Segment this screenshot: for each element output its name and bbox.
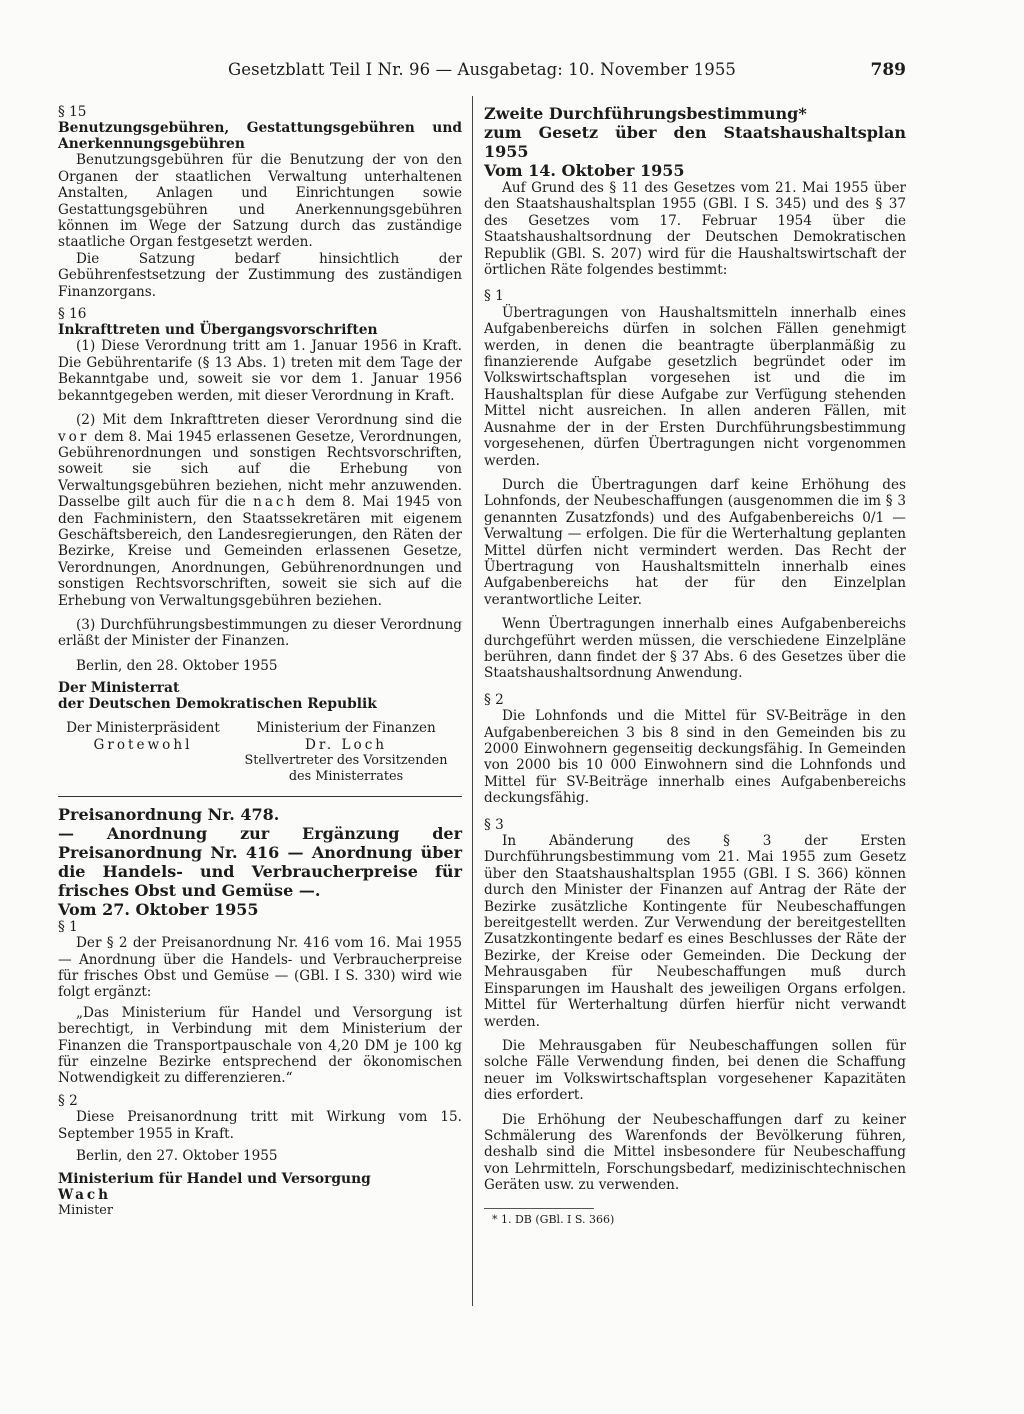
paragraph: Durch die Übertragungen darf keine Erhöhung des Lohnfonds, der Neubeschaffungen (ausgenommen die im § 3 genannten Zusatzfonds) und des Aufgabenbereichs 0/1 — Verwaltung — erfolgen. Die für die Werterhaltung geplanten Mittel dürfen nicht vermindert werden. Das Recht der Übertragung von Haushaltsmitteln innerhalb eines Aufgabenbereichs hat der für den Einzelplan verantwortliche Leiter. (484, 476, 906, 608)
signer-title: Der Ministerpräsident (66, 720, 220, 737)
column-divider (472, 96, 473, 1306)
document-date: Vom 14. Oktober 1955 (484, 161, 685, 180)
ministry: Ministerium für Handel und Versorgung (58, 1170, 371, 1187)
signer-role: des Ministerrates (288, 769, 404, 785)
paragraph: Diese Preisanordnung tritt mit Wirkung vom 15. September 1955 in Kraft. (58, 1109, 462, 1142)
section-sign: § 2 (484, 691, 504, 708)
section-sign: § 3 (484, 816, 504, 833)
paragraph: Die Erhöhung der Neubeschaffungen darf zu keiner Schmälerung des Warenfonds der Bevölkerung führen, deshalb sind die Mittel insbesondere für Neubeschaffung von Lehrmitteln, Forschungsbedarf, medizinischtechnischen Geräten usw. zu verwenden. (484, 1111, 906, 1194)
section-sign: § 1 (484, 288, 504, 305)
document-title: Zweite Durchführungsbestimmung* (484, 104, 807, 123)
paragraph: Benutzungsgebühren für die Benutzung der von den Organen der staatlichen Verwaltung unterhaltenen Anstalten, Anlagen und Einrichtungen sowie Gestattungsgebühren und Anerkennungsgebühren können im Wege der Satzung durch das zuständige staatliche Organ festgesetzt werden. (58, 152, 462, 251)
running-title: Gesetzblatt Teil I Nr. 96 — Ausgabetag: 10. November 1955 (228, 60, 737, 79)
section-sign: § 15 (58, 104, 87, 120)
paragraph: Die Mehrausgaben für Neubeschaffungen sollen für solche Fälle Verwendung finden, bei denen die Schaffung neuer im Volkswirtschaftsplan vorgesehener Kapazitäten dies erfordert. (484, 1037, 906, 1104)
signature-block (58, 720, 462, 786)
page-number: 789 (870, 60, 906, 80)
paragraph: In Abänderung des § 3 der Ersten Durchführungsbestimmung vom 21. Mai 1955 zum Gesetz über den Staatshaushaltsplan 1955 (GBl. I S. 366) können durch den Minister der Finanzen auf Antrag der Räte der Bezirke zusätzliche Kontingente für Neubeschaffungen bereitgestellt werden. Zur Verwendung der bereitgestellten Zusatzkontingente bedarf es eines Beschlusses der Räte der Bezirke, der Kreise oder Gemeinden. Die Deckung der Mehrausgaben für Neubeschaffungen muß durch Einsparungen im Haushalt des jeweiligen Organs erfolgen. Mittel für Werterhaltung dürfen hierfür nicht verwandt werden. (484, 833, 906, 1030)
emphasis-vor: vor (58, 428, 90, 445)
footnote: * 1. DB (GBl. I S. 366) (492, 1212, 615, 1226)
document-subtitle: zum Gesetz über den Staatshaushaltsplan 1955 (484, 123, 906, 161)
signer-title: Ministerium der Finanzen (256, 720, 436, 737)
paragraph: Wenn Übertragungen innerhalb eines Aufgabenbereichs durchgeführt werden müssen, die verschiedene Einzelpläne berühren, dann findet der § 37 Abs. 6 des Gesetzes über die Staatshaushaltsordnung Anwendung. (484, 616, 906, 682)
signature-left (58, 720, 228, 786)
signer-name: Dr. Loch (304, 736, 388, 753)
authority: Der Ministerrat (58, 680, 180, 697)
quote-paragraph: „Das Ministerium für Handel und Versorgung ist berechtigt, in Verbindung mit dem Ministerium der Finanzen die Transportpauschale von 4,20 DM je 100 kg für einzelne Bezirke entsprechend der ökonomischen Notwendigkeit zu differenzieren.“ (58, 1004, 462, 1087)
signer-name: Grotewohl (93, 736, 193, 753)
signer-name: Wach (58, 1186, 112, 1203)
document-date: Vom 27. Oktober 1955 (58, 899, 259, 919)
paragraph: (2) Mit dem Inkrafttreten dieser Verordnung sind die vor dem 8. Mai 1945 erlassenen Gesetze, Verordnungen, Gebührenordnungen und sonstigen Rechtsvorschriften, soweit sie sich auf die Erhebung von Verwaltungsgebühren beziehen, nicht mehr anzuwenden. Dasselbe gilt auch für die nach dem 8. Mai 1945 von den Fachministern, den Staatssekretären mit eigenem Geschäftsbereich, den Landesregierungen, den Räten der Bezirke, Kreise und Gemeinden erlassenen Gesetze, Verordnungen, Anordnungen, Gebührenordnungen und sonstigen Rechtsvorschriften, soweit sie sich auf die Erhebung von Verwaltungsgebühren beziehen. (58, 412, 462, 609)
signer-role: Minister (58, 1202, 113, 1218)
paragraph: (3) Durchführungsbestimmungen zu dieser Verordnung erläßt der Minister der Finanzen. (58, 616, 462, 650)
section-rule (58, 796, 462, 797)
paragraph: Die Lohnfonds und die Mittel für SV-Beiträge in den Aufgabenbereichen 3 bis 8 sind in den Gemeinden bis zu 2000 Einwohnern gegenseitig deckungsfähig. In Gemeinden von 2000 bis 10 000 Einwohnern sind die Lohnfonds und Mittel für SV-Beiträge innerhalb eines Aufgabenbereichs deckungsfähig. (484, 708, 906, 807)
page-header (0, 60, 1024, 90)
paragraph: (1) Diese Verordnung tritt am 1. Januar 1956 in Kraft. Die Gebührentarife (§ 13 Abs. 1) treten mit dem Tage der Bekanntgabe und, soweit sie vor dem 1. Januar 1956 bekanntgegeben werden, mit dieser Verordnung in Kraft. (58, 338, 462, 404)
signature-right (230, 720, 462, 786)
signer-role: Stellvertreter des Vorsitzenden (244, 753, 448, 768)
right-column (484, 104, 906, 1226)
document-title: Preisanordnung Nr. 478. (58, 804, 280, 824)
section-sign: § 16 (58, 306, 87, 323)
paragraph: Die Satzung bedarf hinsichtlich der Gebührenfestsetzung der Zustimmung des zuständigen Finanzorgans. (58, 250, 462, 300)
place-date: Berlin, den 27. Oktober 1955 (76, 1148, 278, 1165)
paragraph: Der § 2 der Preisanordnung Nr. 416 vom 16. Mai 1955 — Anordnung über die Handels- und Verbraucherpreise für frisches Obst und Gemüse — (GBl. I S. 330) wird wie folgt ergänzt: (58, 935, 462, 1001)
section-heading: Inkrafttreten und Übergangsvorschriften (58, 322, 378, 339)
document-subtitle: — Anordnung zur Ergänzung der Preisanordnung Nr. 416 — Anordnung über die Handels- und Verbraucherpreise für frisches Obst und Gemüse —. (58, 823, 462, 900)
paragraph: Übertragungen von Haushaltsmitteln innerhalb eines Aufgabenbereichs dürfen in solchen Fällen genehmigt werden, in denen die beantragte überplanmäßig zu finanzierende Aufgabe gesetzlich begründet oder im Volkswirtschaftsplan vorgesehen ist und die im Haushaltsplan für diese Aufgabe zur Verfügung stehenden Mittel nicht ausreichen. In allen anderen Fällen, mit Ausnahme der in der Ersten Durchführungsbestimmung vorgesehenen, dürfen Übertragungen nicht vorgenommen werden. (484, 304, 906, 469)
emphasis-nach: nach (253, 494, 299, 511)
section-heading: Benutzungsgebühren, Gestattungsgebühren und Anerkennungsgebühren (58, 120, 462, 153)
left-column (58, 104, 462, 1219)
footnote-rule (484, 1208, 594, 1209)
place-date: Berlin, den 28. Oktober 1955 (76, 657, 278, 674)
section-sign: § 2 (58, 1092, 78, 1109)
section-sign: § 1 (58, 918, 78, 935)
paragraph: Auf Grund des § 11 des Gesetzes vom 21. Mai 1955 über den Staatshaushaltsplan 1955 (GBl. I S. 345) und des § 37 des Gesetzes vom 17. Februar 1954 über die Staatshaushaltsordnung der Deutschen Demokratischen Republik (GBl. S. 207) wird für die Haushaltswirtschaft der örtlichen Räte folgendes bestimmt: (484, 180, 906, 279)
authority: der Deutschen Demokratischen Republik (58, 696, 377, 713)
